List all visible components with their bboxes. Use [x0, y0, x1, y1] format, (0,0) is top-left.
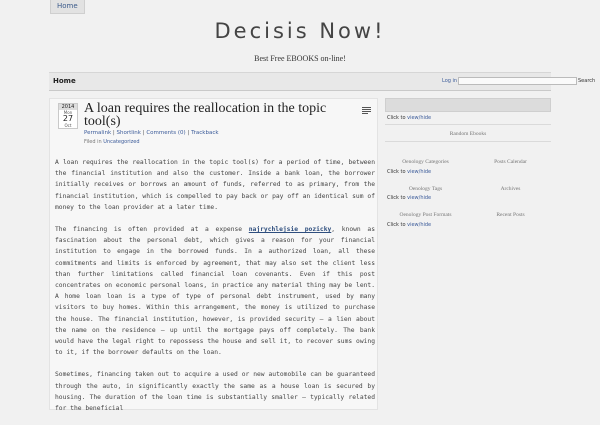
- shortlink-link[interactable]: Shortlink: [116, 130, 141, 136]
- meta-separator: |: [142, 130, 145, 136]
- widget-ontology-categories: [385, 159, 466, 165]
- post-paragraph-2: [55, 224, 375, 358]
- view-hide-link[interactable]: view/hide: [407, 195, 432, 201]
- post-meta-links: [84, 130, 219, 136]
- click-to-text: Click to: [387, 195, 408, 201]
- widget-title: Oenology Post Formats: [399, 212, 452, 218]
- site-description: Best Free EBOOKS on-line!: [254, 54, 346, 63]
- widget-toggle: [387, 195, 431, 201]
- meta-separator: |: [187, 130, 190, 136]
- date-day: 27: [62, 114, 74, 123]
- paragraph-text: The financing is often provided at a expense: [55, 226, 249, 234]
- widget-toggle: [387, 115, 431, 121]
- widget-title: Oenology Categories: [402, 159, 449, 165]
- widget-ontology-post-formats: [385, 212, 466, 218]
- login-link[interactable]: Log in: [442, 78, 458, 84]
- date-month: Oct: [64, 123, 72, 128]
- date-year: 2014: [59, 104, 77, 110]
- widget-toggle: [387, 169, 431, 175]
- trackback-link[interactable]: Trackback: [191, 130, 219, 136]
- widget-random-ebooks: [385, 131, 551, 137]
- widget-archives: [470, 186, 551, 192]
- site-title[interactable]: Decisis Now!: [214, 19, 386, 43]
- search-button[interactable]: Search: [578, 78, 596, 84]
- main-nav-bar: [49, 72, 596, 91]
- post-date-badge: [58, 103, 78, 129]
- post-category-line: [84, 139, 140, 145]
- paragraph-text: , known as fascination about the personal debt, which gives a reason for your financial institution to engage in the borrowed funds. In a authorized loan, all these commitments and limits is enforced by agreement, that may also set the client less than further limitations called financial loan covenants. Even if this post concentrates on economic personal loans, in practice any material thing may be lent. A home loan loan is a type of type of personal debt instrument, used by many visitors to buy homes. Within this arrangement, the money is utilized to purchase the house. The financial institution, however, is provided security — a lien about the name on the residence — up until the mortgage pays off completely. The bank would have the legal right to repossess the house and sell it, to recover sums owing to it, if the borrower defaults on the loan.: [55, 226, 375, 357]
- search-input[interactable]: [458, 77, 577, 85]
- click-to-text: Click to: [387, 115, 408, 121]
- post-format-icon: [362, 106, 371, 115]
- view-hide-link[interactable]: view/hide: [407, 169, 432, 175]
- category-link[interactable]: Uncategorized: [103, 139, 140, 145]
- filed-in-label: Filed in: [84, 139, 102, 145]
- post-article: [49, 98, 378, 413]
- inline-article-link[interactable]: najrychlejsie pozicky: [248, 226, 332, 234]
- click-to-text: Click to: [387, 169, 408, 175]
- nav-home-link[interactable]: Home: [53, 77, 76, 85]
- post-paragraph-1: A loan requires the reallocation in the topic tool(s) for a period of time, between the financial institution and also the customer. Inside a bank loan, the borrower initially receives or borrows an amount of funds, referred to as primary, from the financial institution, which is compelled to pay back or pay off an identical sum of money to the loan provider at a later time.: [55, 159, 375, 211]
- widget-title: Recent Posts: [496, 212, 525, 218]
- widget-title: Posts Calendar: [494, 159, 527, 165]
- meta-separator: |: [112, 130, 115, 136]
- widget-title: Oenology Tags: [408, 186, 443, 192]
- widget-title: Random Ebooks: [449, 131, 487, 137]
- view-hide-link[interactable]: view/hide: [407, 222, 432, 228]
- post-paragraph-3: Sometimes, financing taken out to acquire a used or new automobile can be guaranteed through the auto, in significantly exactly the same as a house loan is secured by housing. The duration of the loan time is substantially smaller — typically related for the beneficial: [55, 371, 375, 413]
- post-title[interactable]: A loan requires the reallocation in the topic tool(s): [84, 101, 327, 129]
- permalink-link[interactable]: Permalink: [84, 130, 112, 136]
- divider: [385, 141, 551, 142]
- sidebar: [385, 98, 551, 228]
- widget-ontology-tags: [385, 186, 466, 192]
- date-weekday: Mon: [63, 110, 73, 115]
- comments-link[interactable]: Comments (0): [146, 130, 186, 136]
- click-to-text: Click to: [387, 222, 408, 228]
- sidebar-top-widget: [385, 98, 551, 112]
- view-hide-link[interactable]: view/hide: [407, 115, 432, 121]
- divider: [385, 124, 551, 125]
- widget-recent-posts: [470, 212, 551, 218]
- widget-posts-calendar: [470, 159, 551, 165]
- widget-title: Archives: [500, 186, 521, 192]
- widget-toggle: [387, 222, 431, 228]
- top-home-tab[interactable]: Home: [50, 0, 85, 14]
- post-body: [55, 157, 375, 425]
